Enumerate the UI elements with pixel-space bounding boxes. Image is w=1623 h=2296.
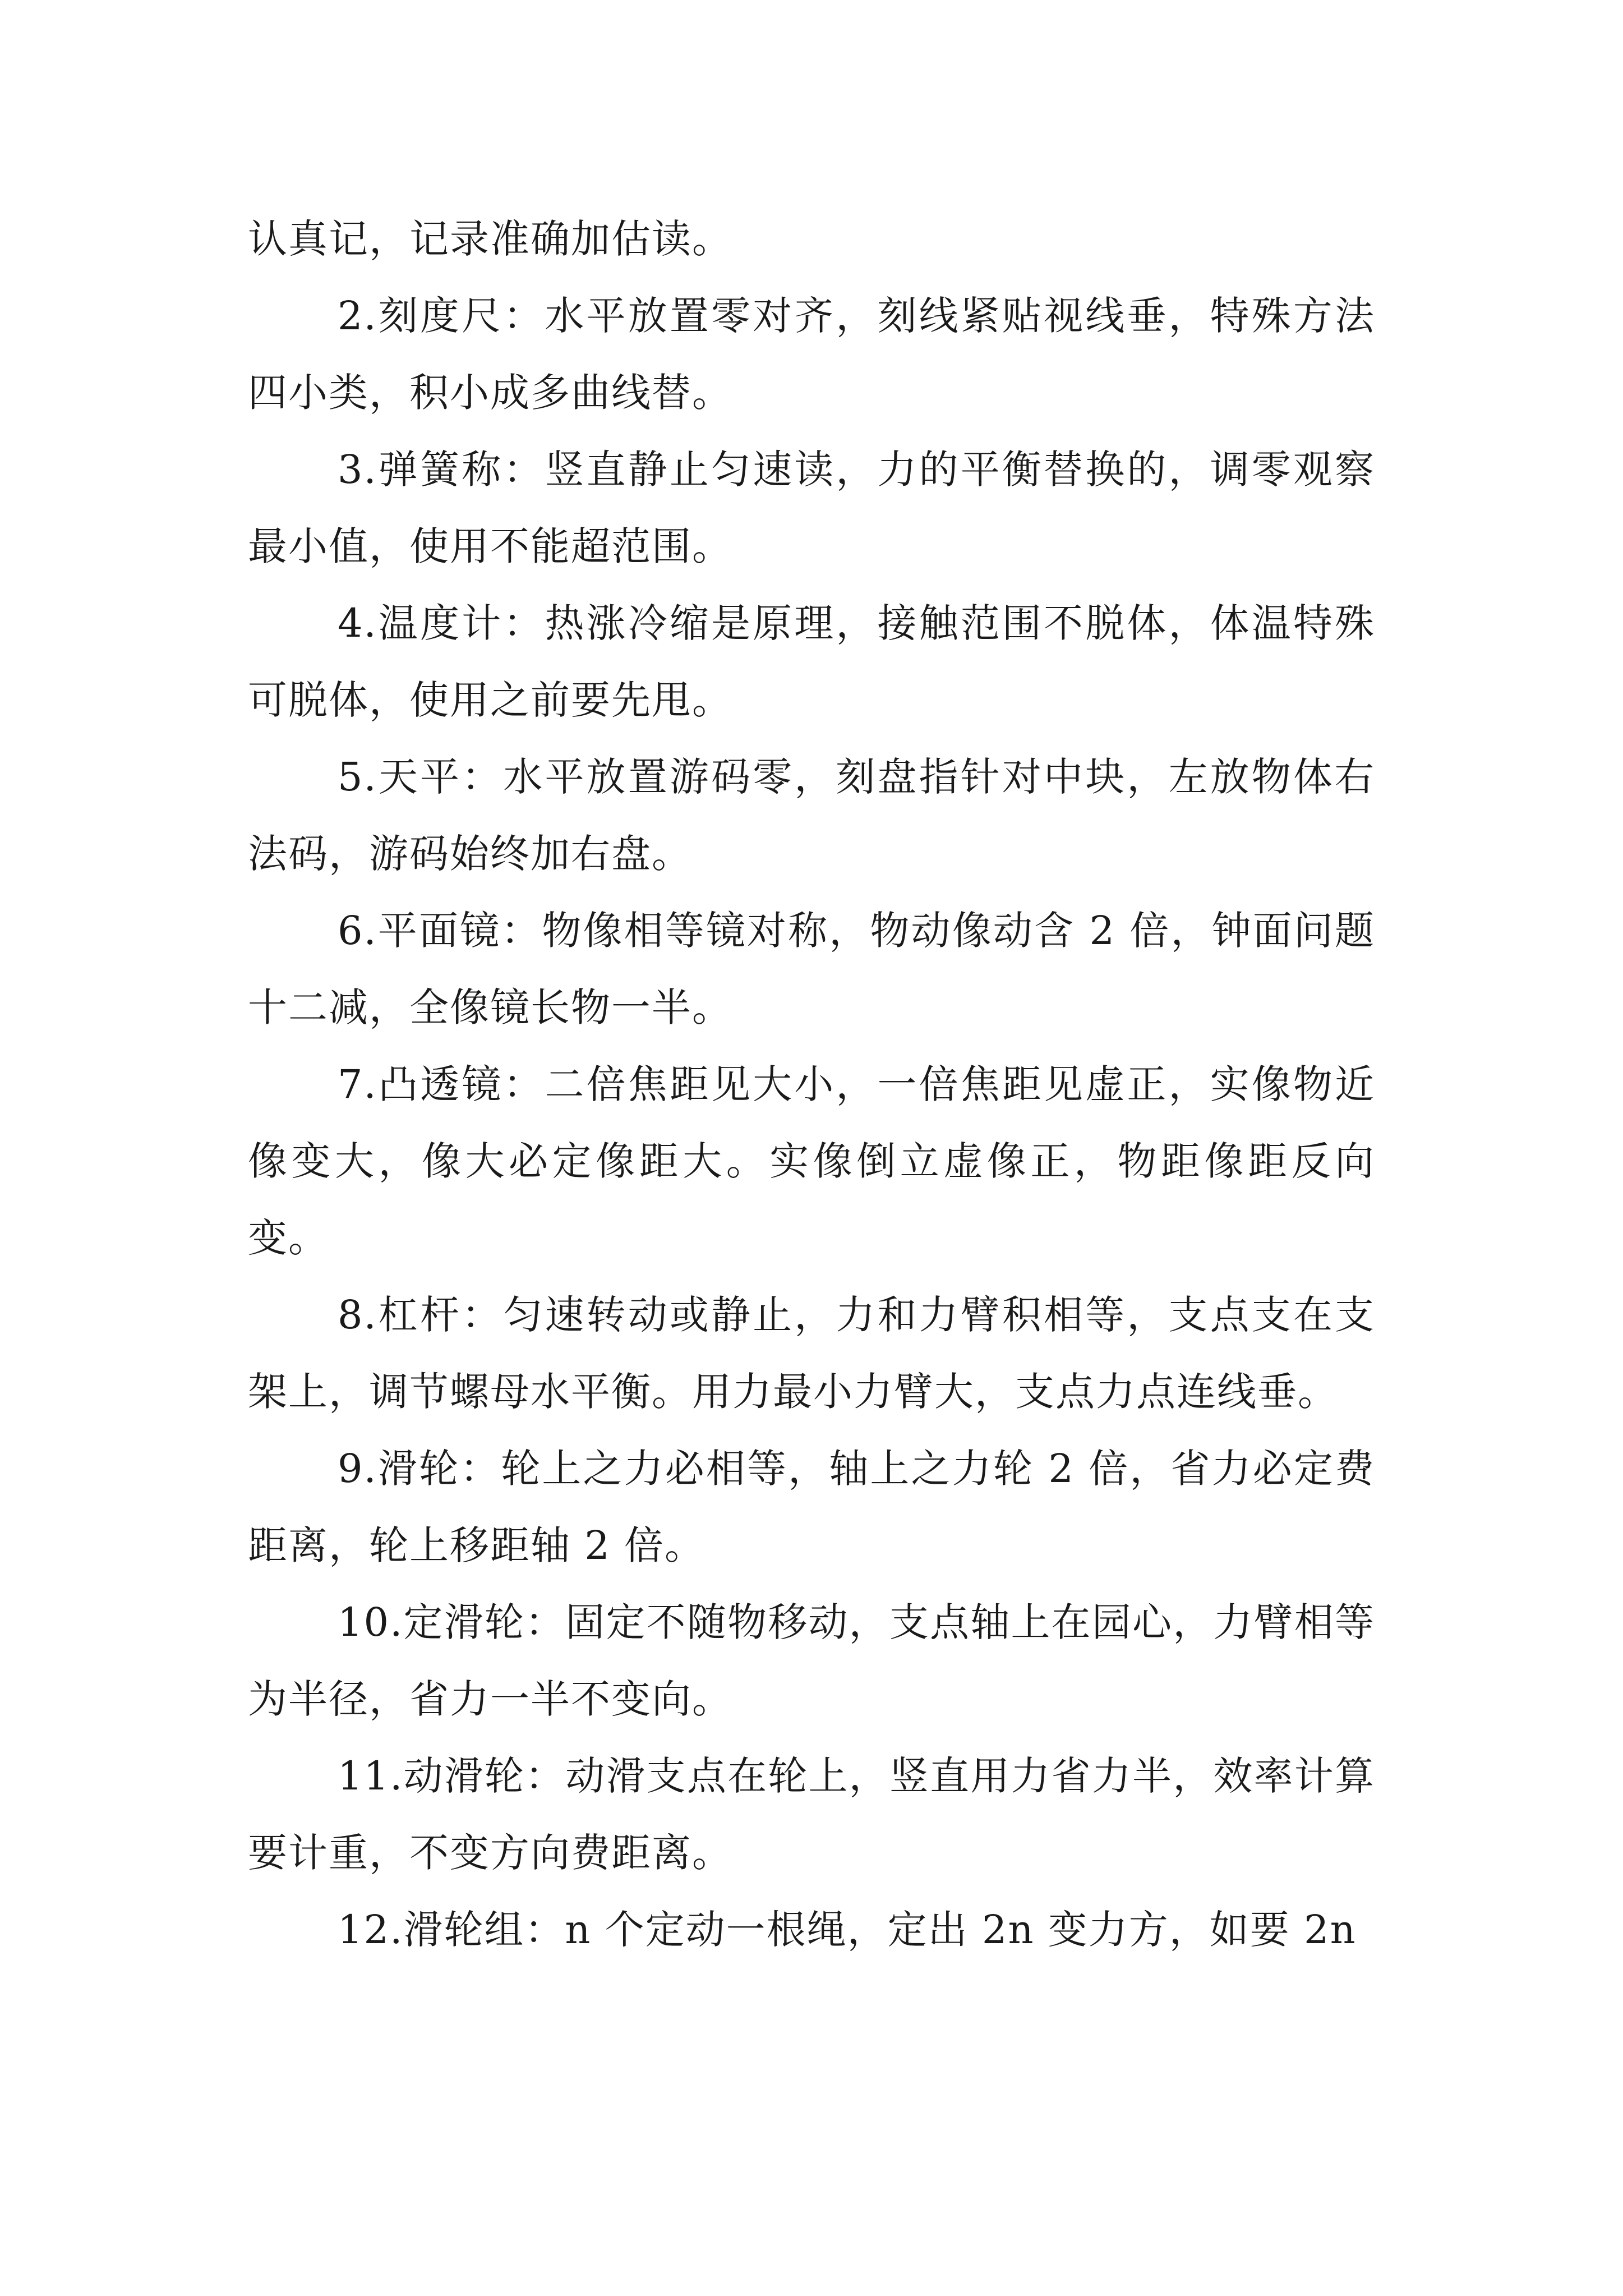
paragraph-balance: 5.天平：水平放置游码零，刻盘指针对中块，左放物体右法码，游码始终加右盘。 [248,754,1375,877]
paragraph-lever: 8.杠杆：匀速转动或静止，力和力臂积相等，支点支在支架上，调节螺母水平衡。用力最小力臂大，支点力点连线垂。 [248,1292,1375,1415]
paragraph-ruler: 2.刻度尺：水平放置零对齐，刻线紧贴视线垂，特殊方法四小类，积小成多曲线替。 [248,293,1375,416]
paragraph-pulley: 9.滑轮：轮上之力必相等，轴上之力轮 2 倍，省力必定费距离，轮上移距轴 2 倍。 [248,1446,1375,1568]
paragraph-spring-scale: 3.弹簧称：竖直静止匀速读，力的平衡替换的，调零观察最小值，使用不能超范围。 [248,447,1375,569]
paragraph-pulley-system: 12.滑轮组：n 个定动一根绳，定出 2n 变力方，如要 2n [338,1907,1357,1953]
paragraph-movable-pulley: 11.动滑轮：动滑支点在轮上，竖直用力省力半，效率计算要计重，不变方向费距离。 [248,1753,1375,1876]
paragraph-thermometer: 4.温度计：热涨冷缩是原理，接触范围不脱体，体温特殊可脱体，使用之前要先甩。 [248,600,1375,723]
document-body [248,201,1375,1968]
paragraph-plane-mirror: 6.平面镜：物像相等镜对称，物动像动含 2 倍，钟面问题十二减，全像镜长物一半。 [248,908,1375,1030]
paragraph-fixed-pulley: 10.定滑轮：固定不随物移动，支点轴上在园心，力臂相等为半径，省力一半不变向。 [248,1599,1375,1722]
paragraph-convex-lens: 7.凸透镜：二倍焦距见大小，一倍焦距见虚正，实像物近像变大，像大必定像距大。实像倒立虚像正，物距像距反向变。 [248,1061,1375,1261]
paragraph-continuation: 认真记，记录准确加估读。 [248,216,732,262]
